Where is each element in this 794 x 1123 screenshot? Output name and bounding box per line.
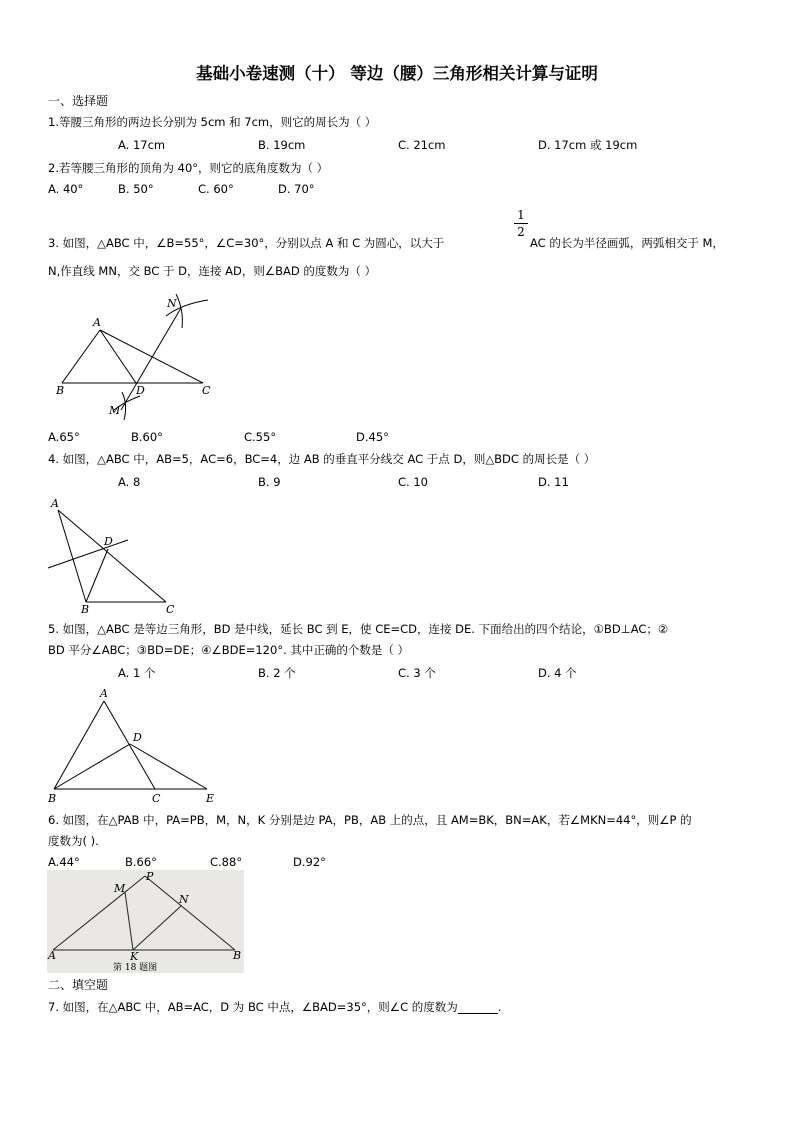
q6-seg-kn: [133, 906, 181, 950]
q4-seg-ac: [58, 510, 166, 602]
q5-seg-bd: [54, 744, 130, 789]
q3-stem-line1-cont: AC 的长为半径画弧，两弧相交于 M，: [530, 236, 724, 250]
q3-label-d: D: [136, 384, 145, 397]
q7-stem-end: .: [497, 1000, 502, 1014]
q5-option-d: D. 4 个: [538, 666, 577, 680]
q3-fraction-bar: [514, 223, 528, 224]
q5-seg-ab: [54, 701, 104, 789]
q3-option-c: C.55°: [244, 430, 277, 444]
q3-label-c: C: [202, 384, 211, 397]
q5-stem-line1: 5. 如图，△ABC 是等边三角形，BD 是中线，延长 BC 到 E，使 CE=CD，连接 DE. 下面给出的四个结论，①BD⊥AC；②: [48, 622, 669, 636]
q6-figure: [47, 870, 244, 973]
q6-label-b: B: [233, 949, 242, 962]
q4-perp-bisector: [48, 540, 128, 568]
q1-option-a: A. 17cm: [118, 138, 166, 152]
q2-option-c: C. 60°: [198, 182, 234, 196]
q3-fraction-denominator: 2: [517, 225, 525, 239]
q4-seg-bd: [86, 549, 108, 602]
q5-seg-ac: [104, 701, 155, 789]
q5-label-b: B: [48, 792, 57, 805]
q3-figure-bg: [48, 290, 218, 425]
q1-option-c: C. 21cm: [398, 138, 446, 152]
q7-stem-text: 7. 如图，在△ABC 中，AB=AC，D 为 BC 中点，∠BAD=35°，则∠C 的度数为: [48, 1000, 458, 1014]
q2-stem: 2.若等腰三角形的顶角为 40°，则它的底角度数为（ ）: [48, 161, 329, 175]
q6-option-a: A.44°: [48, 855, 80, 869]
q5-option-b: B. 2 个: [258, 666, 296, 680]
q5-label-d: D: [133, 731, 142, 744]
q3-option-d: D.45°: [356, 430, 389, 444]
section-fill: 二、填空题: [48, 978, 109, 992]
q3-figure: [48, 290, 218, 425]
q6-label-n: N: [179, 893, 189, 906]
q4-option-d: D. 11: [538, 475, 569, 489]
q5-label-a: A: [100, 687, 108, 700]
q3-label-a: A: [93, 316, 101, 329]
q3-label-n: N: [167, 297, 177, 310]
q5-stem-line2: BD 平分∠ABC；③BD=DE；④∠BDE=120°. 其中正确的个数是（ ）: [48, 643, 410, 657]
q6-label-m: M: [114, 882, 126, 895]
q3-fraction-numerator: 1: [517, 208, 525, 222]
q6-option-d: D.92°: [293, 855, 326, 869]
q3-option-b: B.60°: [131, 430, 163, 444]
q4-stem: 4. 如图，△ABC 中，AB=5，AC=6，BC=4，边 AB 的垂直平分线交 AC 于点 D，则△BDC 的周长是（ ）: [48, 452, 596, 466]
q6-seg-mk: [125, 892, 133, 950]
q7-stem: [48, 1000, 501, 1014]
q2-option-b: B. 50°: [118, 182, 154, 196]
q4-label-d: D: [104, 535, 113, 548]
q6-label-p: P: [146, 870, 154, 883]
q6-stem-line2: 度数为( ).: [48, 834, 99, 848]
q1-option-d: D. 17cm 或 19cm: [538, 138, 638, 152]
q3-fraction: [514, 208, 528, 239]
q2-option-a: A. 40°: [48, 182, 84, 196]
q6-option-b: B.66°: [125, 855, 157, 869]
q3-stem-line1: 3. 如图，△ABC 中，∠B=55°，∠C=30°，分别以点 A 和 C 为圆心，以大于: [48, 236, 445, 250]
q6-figure-caption: 第 18 题图: [113, 963, 158, 973]
q6-label-k: K: [130, 950, 139, 963]
q6-stem-line1: 6. 如图，在△PAB 中，PA=PB，M，N，K 分别是边 PA，PB，AB 上的点，且 AM=BK，BN=AK，若∠MKN=44°，则∠P 的: [48, 813, 692, 827]
q6-seg-pb: [145, 876, 235, 950]
q3-stem-line2: N,作直线 MN，交 BC 于 D，连接 AD，则∠BAD 的度数为（ ）: [48, 264, 377, 278]
q6-option-c: C.88°: [210, 855, 243, 869]
q1-option-b: B. 19cm: [258, 138, 306, 152]
q5-option-a: A. 1 个: [118, 666, 156, 680]
q5-label-c: C: [152, 792, 161, 805]
q7-answer-blank: [458, 1002, 498, 1014]
q4-option-b: B. 9: [258, 475, 281, 489]
q4-label-a: A: [51, 497, 59, 510]
q6-label-a: A: [48, 949, 56, 962]
q4-option-a: A. 8: [118, 475, 141, 489]
q4-label-c: C: [166, 603, 175, 616]
q1-stem: 1.等腰三角形的两边长分别为 5cm 和 7cm，则它的周长为（ ）: [48, 115, 377, 129]
q6-figure-photo: [47, 870, 244, 973]
q5-figure: [44, 686, 229, 808]
section-choice: 一、选择题: [48, 94, 109, 108]
q5-label-e: E: [206, 792, 215, 805]
q3-label-b: B: [56, 384, 65, 397]
q3-label-m: M: [109, 404, 121, 417]
q5-option-c: C. 3 个: [398, 666, 436, 680]
q4-option-c: C. 10: [398, 475, 428, 489]
q3-option-a: A.65°: [48, 430, 80, 444]
q4-figure: [48, 496, 183, 616]
q4-label-b: B: [81, 603, 90, 616]
q2-option-d: D. 70°: [278, 182, 315, 196]
page-title: 基础小卷速测（十） 等边（腰）三角形相关计算与证明: [196, 64, 598, 83]
